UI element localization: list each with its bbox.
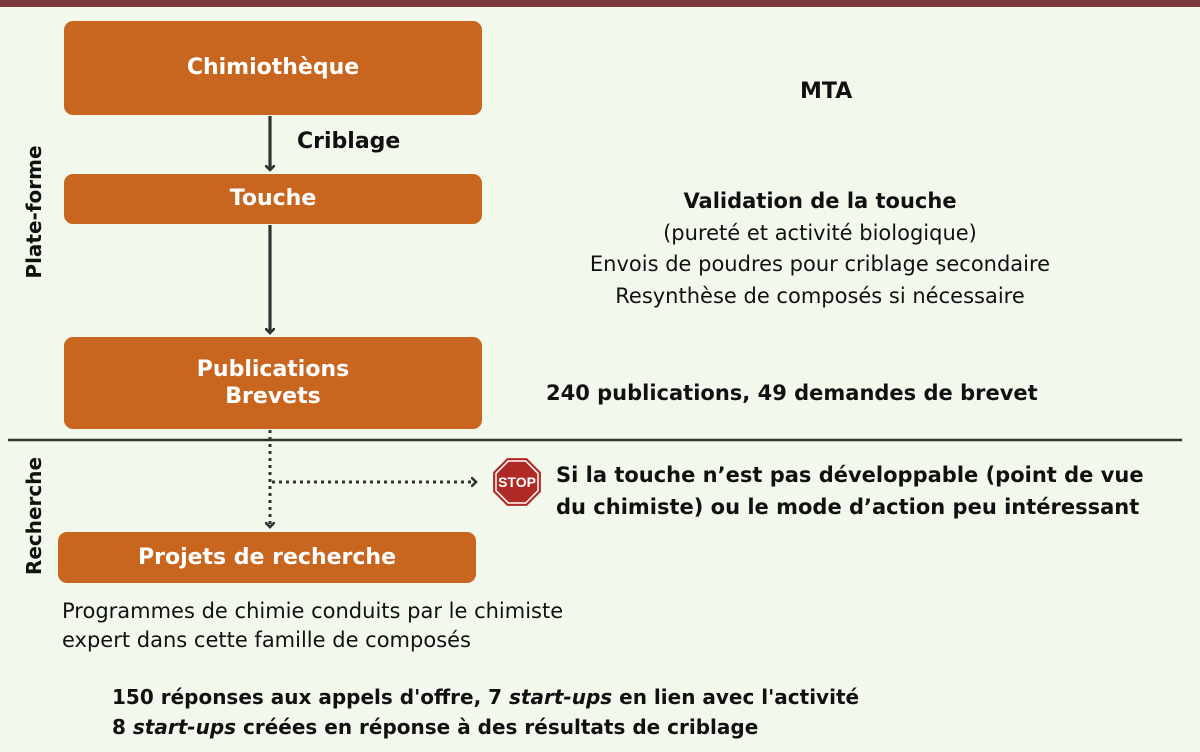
section-label-platform: Plate-forme	[22, 145, 46, 279]
box-projects-label: Projets de recherche	[137, 544, 397, 570]
results-line1-part1: 150 réponses aux appels d'offre, 7	[112, 685, 510, 709]
box-publications-line2: Brevets	[225, 384, 321, 409]
validation-line3: Resynthèse de composés si nécessaire	[615, 283, 1025, 308]
results-line1	[112, 682, 859, 712]
note-validation	[560, 186, 1080, 312]
results-line1-startups: start-ups	[509, 685, 613, 709]
validation-line2: Envois de poudres pour criblage secondaire	[589, 252, 1051, 276]
program-line2: expert dans cette famille de composés	[62, 628, 471, 653]
note-mta: MTA	[800, 79, 853, 104]
note-results	[112, 682, 859, 742]
note-publications-count: 240 publications, 49 demandes de brevet	[546, 381, 1038, 405]
stop-sign-icon	[493, 458, 541, 506]
box-chemlib-label: Chimiothèque	[186, 55, 360, 81]
note-programs	[62, 597, 563, 656]
results-line2-startups: start-ups	[132, 715, 237, 739]
box-chemlib	[64, 21, 482, 115]
results-line2	[112, 712, 859, 742]
edge-label-screening: Criblage	[297, 129, 401, 154]
results-line1-part3: en lien avec l'activité	[612, 685, 860, 709]
program-line1: Programmes de chimie conduits par le chimiste	[62, 599, 564, 623]
box-publications	[64, 337, 482, 429]
stop-line1: Si la touche n’est pas développable (point de vue	[556, 463, 1144, 487]
box-hit-label: Touche	[229, 186, 317, 212]
box-projects	[58, 532, 476, 583]
section-label-research: Recherche	[22, 456, 46, 576]
validation-title: Validation de la touche	[683, 189, 957, 213]
stop-sign-label: STOP	[498, 474, 536, 490]
box-hit	[64, 174, 482, 224]
note-stop-condition	[556, 460, 1144, 523]
stop-line2: du chimiste) ou le mode d’action peu intéressant	[556, 494, 1140, 519]
validation-line1: (pureté et activité biologique)	[663, 220, 977, 245]
results-line2-part3: créées en réponse à des résultats de criblage	[236, 715, 759, 739]
results-line2-part1: 8	[112, 715, 133, 739]
box-publications-line1: Publications	[196, 356, 350, 382]
